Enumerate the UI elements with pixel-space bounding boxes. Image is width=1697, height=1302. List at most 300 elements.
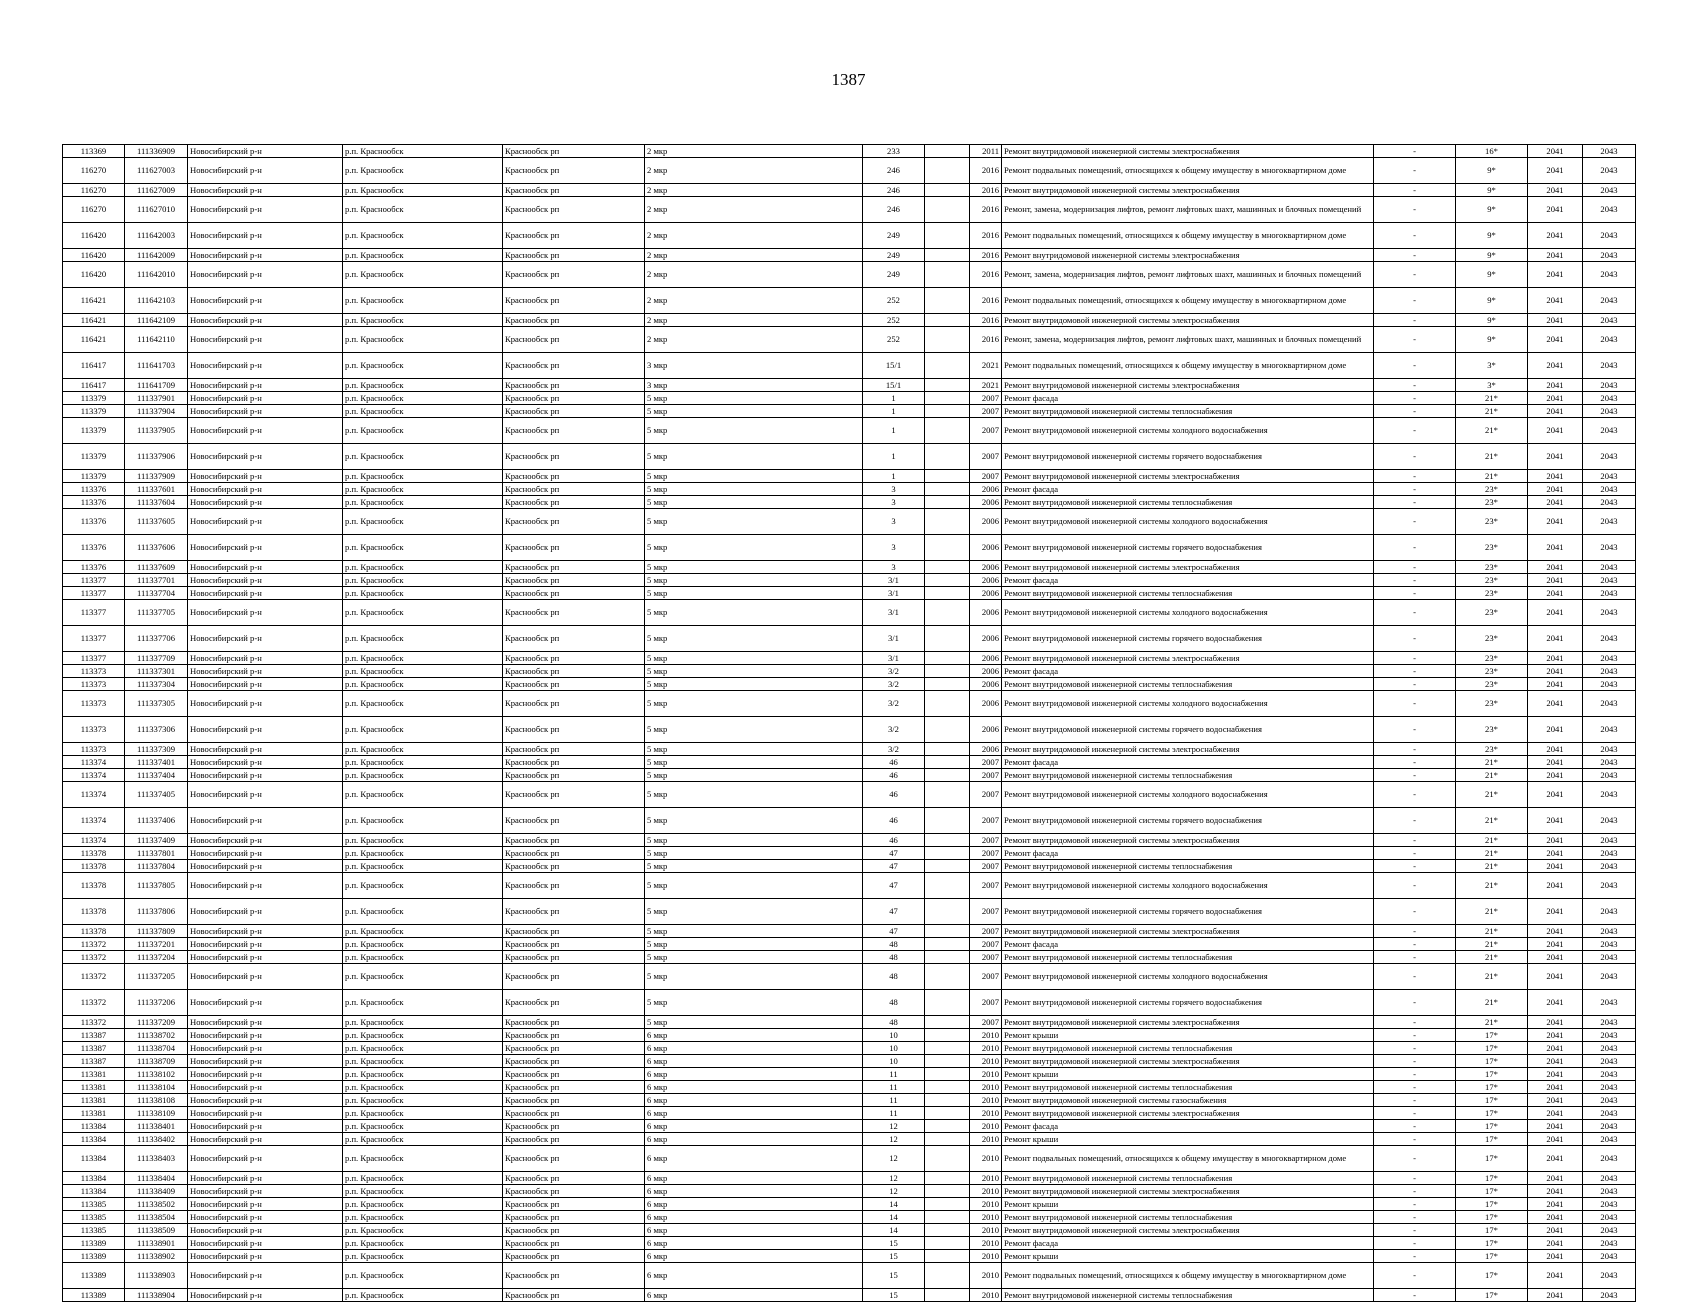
building-cell — [925, 405, 970, 418]
street-cell: 5 мкр — [645, 418, 863, 444]
settlement-cell: р.п. Краснообск — [343, 1016, 503, 1029]
wear-cell: 17* — [1456, 1068, 1528, 1081]
plan-start-cell: 2041 — [1528, 1042, 1583, 1055]
cost-cell: - — [1374, 600, 1456, 626]
plan-start-cell: 2041 — [1528, 951, 1583, 964]
work-type-cell: Ремонт подвальных помещений, относящихся к общему имуществу в многоквартирном доме — [1002, 353, 1374, 379]
wear-cell: 9* — [1456, 184, 1528, 197]
building-cell — [925, 717, 970, 743]
plan-start-cell: 2041 — [1528, 1146, 1583, 1172]
house-id-cell: 113381 — [63, 1068, 125, 1081]
locality-cell: Краснообск рп — [503, 1224, 645, 1237]
street-cell: 5 мкр — [645, 444, 863, 470]
house-number-cell: 46 — [863, 808, 925, 834]
house-id-cell: 113379 — [63, 405, 125, 418]
locality-cell: Краснообск рп — [503, 1211, 645, 1224]
district-cell: Новосибирский р-н — [188, 925, 343, 938]
table-row — [63, 1081, 1636, 1094]
work-code-cell: 111337401 — [125, 756, 188, 769]
wear-cell: 9* — [1456, 223, 1528, 249]
year-built-cell: 2006 — [970, 678, 1002, 691]
building-cell — [925, 847, 970, 860]
locality-cell: Краснообск рп — [503, 1081, 645, 1094]
street-cell: 6 мкр — [645, 1198, 863, 1211]
district-cell: Новосибирский р-н — [188, 1068, 343, 1081]
house-id-cell: 113374 — [63, 834, 125, 847]
settlement-cell: р.п. Краснообск — [343, 964, 503, 990]
cost-cell: - — [1374, 184, 1456, 197]
plan-start-cell: 2041 — [1528, 1133, 1583, 1146]
work-code-cell: 111337609 — [125, 561, 188, 574]
cost-cell: - — [1374, 678, 1456, 691]
plan-start-cell: 2041 — [1528, 392, 1583, 405]
cost-cell: - — [1374, 1081, 1456, 1094]
house-number-cell: 1 — [863, 392, 925, 405]
settlement-cell: р.п. Краснообск — [343, 574, 503, 587]
street-cell: 6 мкр — [645, 1263, 863, 1289]
table-row — [63, 691, 1636, 717]
plan-end-cell: 2043 — [1583, 145, 1636, 158]
work-code-cell: 111337605 — [125, 509, 188, 535]
district-cell: Новосибирский р-н — [188, 145, 343, 158]
plan-end-cell: 2043 — [1583, 860, 1636, 873]
district-cell: Новосибирский р-н — [188, 405, 343, 418]
district-cell: Новосибирский р-н — [188, 509, 343, 535]
plan-end-cell: 2043 — [1583, 587, 1636, 600]
plan-end-cell: 2043 — [1583, 899, 1636, 925]
locality-cell: Краснообск рп — [503, 899, 645, 925]
settlement-cell: р.п. Краснообск — [343, 353, 503, 379]
year-built-cell: 2010 — [970, 1120, 1002, 1133]
plan-end-cell: 2043 — [1583, 288, 1636, 314]
locality-cell: Краснообск рп — [503, 379, 645, 392]
house-id-cell: 116417 — [63, 379, 125, 392]
settlement-cell: р.п. Краснообск — [343, 1146, 503, 1172]
house-id-cell: 116421 — [63, 327, 125, 353]
cost-cell: - — [1374, 379, 1456, 392]
street-cell: 6 мкр — [645, 1289, 863, 1302]
year-built-cell: 2007 — [970, 756, 1002, 769]
wear-cell: 21* — [1456, 951, 1528, 964]
building-cell — [925, 1289, 970, 1302]
plan-end-cell: 2043 — [1583, 470, 1636, 483]
district-cell: Новосибирский р-н — [188, 938, 343, 951]
cost-cell: - — [1374, 470, 1456, 483]
locality-cell: Краснообск рп — [503, 769, 645, 782]
district-cell: Новосибирский р-н — [188, 1042, 343, 1055]
settlement-cell: р.п. Краснообск — [343, 665, 503, 678]
wear-cell: 23* — [1456, 652, 1528, 665]
building-cell — [925, 665, 970, 678]
district-cell: Новосибирский р-н — [188, 743, 343, 756]
plan-end-cell: 2043 — [1583, 717, 1636, 743]
wear-cell: 21* — [1456, 444, 1528, 470]
year-built-cell: 2006 — [970, 496, 1002, 509]
table-row — [63, 184, 1636, 197]
plan-start-cell: 2041 — [1528, 1172, 1583, 1185]
cost-cell: - — [1374, 899, 1456, 925]
district-cell: Новосибирский р-н — [188, 1289, 343, 1302]
house-number-cell: 3/1 — [863, 626, 925, 652]
locality-cell: Краснообск рп — [503, 652, 645, 665]
cost-cell: - — [1374, 847, 1456, 860]
building-cell — [925, 600, 970, 626]
table-row — [63, 1107, 1636, 1120]
table-row — [63, 483, 1636, 496]
district-cell: Новосибирский р-н — [188, 470, 343, 483]
year-built-cell: 2006 — [970, 665, 1002, 678]
work-code-cell: 111337705 — [125, 600, 188, 626]
locality-cell: Краснообск рп — [503, 587, 645, 600]
district-cell: Новосибирский р-н — [188, 717, 343, 743]
street-cell: 5 мкр — [645, 860, 863, 873]
table-row — [63, 873, 1636, 899]
plan-start-cell: 2041 — [1528, 600, 1583, 626]
house-number-cell: 233 — [863, 145, 925, 158]
cost-cell: - — [1374, 574, 1456, 587]
locality-cell: Краснообск рп — [503, 184, 645, 197]
wear-cell: 17* — [1456, 1042, 1528, 1055]
locality-cell: Краснообск рп — [503, 626, 645, 652]
house-id-cell: 113378 — [63, 899, 125, 925]
cost-cell: - — [1374, 1016, 1456, 1029]
plan-start-cell: 2041 — [1528, 1016, 1583, 1029]
year-built-cell: 2010 — [970, 1185, 1002, 1198]
plan-end-cell: 2043 — [1583, 249, 1636, 262]
district-cell: Новосибирский р-н — [188, 782, 343, 808]
street-cell: 5 мкр — [645, 496, 863, 509]
table-row — [63, 314, 1636, 327]
house-number-cell: 12 — [863, 1185, 925, 1198]
district-cell: Новосибирский р-н — [188, 262, 343, 288]
district-cell: Новосибирский р-н — [188, 223, 343, 249]
plan-start-cell: 2041 — [1528, 782, 1583, 808]
table-row — [63, 379, 1636, 392]
cost-cell: - — [1374, 353, 1456, 379]
house-id-cell: 113378 — [63, 860, 125, 873]
locality-cell: Краснообск рп — [503, 951, 645, 964]
locality-cell: Краснообск рп — [503, 1263, 645, 1289]
street-cell: 5 мкр — [645, 483, 863, 496]
work-code-cell: 111338504 — [125, 1211, 188, 1224]
locality-cell: Краснообск рп — [503, 678, 645, 691]
locality-cell: Краснообск рп — [503, 223, 645, 249]
building-cell — [925, 145, 970, 158]
work-type-cell: Ремонт внутридомовой инженерной системы электроснабжения — [1002, 925, 1374, 938]
street-cell: 6 мкр — [645, 1224, 863, 1237]
street-cell: 5 мкр — [645, 535, 863, 561]
cost-cell: - — [1374, 1185, 1456, 1198]
work-code-cell: 111641709 — [125, 379, 188, 392]
plan-end-cell: 2043 — [1583, 405, 1636, 418]
settlement-cell: р.п. Краснообск — [343, 834, 503, 847]
house-id-cell: 113389 — [63, 1289, 125, 1302]
year-built-cell: 2006 — [970, 587, 1002, 600]
house-number-cell: 12 — [863, 1120, 925, 1133]
house-id-cell: 113384 — [63, 1172, 125, 1185]
house-number-cell: 249 — [863, 262, 925, 288]
work-code-cell: 111337405 — [125, 782, 188, 808]
house-number-cell: 12 — [863, 1172, 925, 1185]
plan-end-cell: 2043 — [1583, 938, 1636, 951]
settlement-cell: р.п. Краснообск — [343, 1133, 503, 1146]
locality-cell: Краснообск рп — [503, 1185, 645, 1198]
district-cell: Новосибирский р-н — [188, 1146, 343, 1172]
table-row — [63, 1068, 1636, 1081]
work-code-cell: 111338901 — [125, 1237, 188, 1250]
wear-cell: 3* — [1456, 379, 1528, 392]
district-cell: Новосибирский р-н — [188, 769, 343, 782]
locality-cell: Краснообск рп — [503, 1107, 645, 1120]
plan-start-cell: 2041 — [1528, 808, 1583, 834]
settlement-cell: р.п. Краснообск — [343, 249, 503, 262]
building-cell — [925, 899, 970, 925]
year-built-cell: 2006 — [970, 600, 1002, 626]
work-code-cell: 111338104 — [125, 1081, 188, 1094]
locality-cell: Краснообск рп — [503, 782, 645, 808]
house-number-cell: 1 — [863, 418, 925, 444]
table-row — [63, 1250, 1636, 1263]
work-code-cell: 111337709 — [125, 652, 188, 665]
district-cell: Новосибирский р-н — [188, 1185, 343, 1198]
locality-cell: Краснообск рп — [503, 327, 645, 353]
street-cell: 6 мкр — [645, 1172, 863, 1185]
year-built-cell: 2006 — [970, 561, 1002, 574]
wear-cell: 23* — [1456, 509, 1528, 535]
plan-start-cell: 2041 — [1528, 444, 1583, 470]
settlement-cell: р.п. Краснообск — [343, 444, 503, 470]
work-type-cell: Ремонт внутридомовой инженерной системы электроснабжения — [1002, 145, 1374, 158]
cost-cell: - — [1374, 1237, 1456, 1250]
year-built-cell: 2010 — [970, 1198, 1002, 1211]
cost-cell: - — [1374, 262, 1456, 288]
year-built-cell: 2007 — [970, 899, 1002, 925]
cost-cell: - — [1374, 392, 1456, 405]
work-type-cell: Ремонт внутридомовой инженерной системы газоснабжения — [1002, 1094, 1374, 1107]
plan-end-cell: 2043 — [1583, 1211, 1636, 1224]
plan-start-cell: 2041 — [1528, 743, 1583, 756]
street-cell: 5 мкр — [645, 964, 863, 990]
building-cell — [925, 314, 970, 327]
settlement-cell: р.п. Краснообск — [343, 223, 503, 249]
building-cell — [925, 1094, 970, 1107]
year-built-cell: 2007 — [970, 925, 1002, 938]
year-built-cell: 2016 — [970, 223, 1002, 249]
settlement-cell: р.п. Краснообск — [343, 587, 503, 600]
cost-cell: - — [1374, 197, 1456, 223]
work-type-cell: Ремонт фасада — [1002, 847, 1374, 860]
street-cell: 5 мкр — [645, 938, 863, 951]
wear-cell: 21* — [1456, 925, 1528, 938]
table-row — [63, 535, 1636, 561]
cost-cell: - — [1374, 1250, 1456, 1263]
district-cell: Новосибирский р-н — [188, 678, 343, 691]
street-cell: 5 мкр — [645, 678, 863, 691]
street-cell: 5 мкр — [645, 782, 863, 808]
work-code-cell: 111338902 — [125, 1250, 188, 1263]
street-cell: 5 мкр — [645, 574, 863, 587]
work-type-cell: Ремонт внутридомовой инженерной системы теплоснабжения — [1002, 587, 1374, 600]
plan-end-cell: 2043 — [1583, 1081, 1636, 1094]
work-type-cell: Ремонт внутридомовой инженерной системы теплоснабжения — [1002, 1172, 1374, 1185]
table-row — [63, 405, 1636, 418]
year-built-cell: 2007 — [970, 418, 1002, 444]
locality-cell: Краснообск рп — [503, 1068, 645, 1081]
district-cell: Новосибирский р-н — [188, 353, 343, 379]
wear-cell: 21* — [1456, 873, 1528, 899]
table-row — [63, 223, 1636, 249]
settlement-cell: р.п. Краснообск — [343, 392, 503, 405]
plan-end-cell: 2043 — [1583, 418, 1636, 444]
work-type-cell: Ремонт внутридомовой инженерной системы теплоснабжения — [1002, 951, 1374, 964]
work-code-cell: 111627009 — [125, 184, 188, 197]
settlement-cell: р.п. Краснообск — [343, 678, 503, 691]
work-code-cell: 111642003 — [125, 223, 188, 249]
house-id-cell: 113377 — [63, 574, 125, 587]
house-number-cell: 48 — [863, 938, 925, 951]
district-cell: Новосибирский р-н — [188, 574, 343, 587]
district-cell: Новосибирский р-н — [188, 626, 343, 652]
building-cell — [925, 691, 970, 717]
plan-start-cell: 2041 — [1528, 678, 1583, 691]
plan-end-cell: 2043 — [1583, 1289, 1636, 1302]
settlement-cell: р.п. Краснообск — [343, 470, 503, 483]
wear-cell: 17* — [1456, 1224, 1528, 1237]
settlement-cell: р.п. Краснообск — [343, 314, 503, 327]
work-code-cell: 111337701 — [125, 574, 188, 587]
year-built-cell: 2010 — [970, 1107, 1002, 1120]
work-code-cell: 111337204 — [125, 951, 188, 964]
street-cell: 5 мкр — [645, 899, 863, 925]
building-cell — [925, 743, 970, 756]
district-cell: Новосибирский р-н — [188, 1107, 343, 1120]
table-row — [63, 808, 1636, 834]
house-number-cell: 11 — [863, 1068, 925, 1081]
locality-cell: Краснообск рп — [503, 405, 645, 418]
house-number-cell: 15/1 — [863, 379, 925, 392]
table-row — [63, 600, 1636, 626]
house-id-cell: 116420 — [63, 262, 125, 288]
street-cell: 6 мкр — [645, 1250, 863, 1263]
street-cell: 5 мкр — [645, 600, 863, 626]
cost-cell: - — [1374, 288, 1456, 314]
street-cell: 5 мкр — [645, 951, 863, 964]
work-type-cell: Ремонт внутридомовой инженерной системы теплоснабжения — [1002, 678, 1374, 691]
year-built-cell: 2010 — [970, 1172, 1002, 1185]
work-type-cell: Ремонт, замена, модернизация лифтов, ремонт лифтовых шахт, машинных и блочных помещений — [1002, 262, 1374, 288]
district-cell: Новосибирский р-н — [188, 587, 343, 600]
plan-end-cell: 2043 — [1583, 1029, 1636, 1042]
plan-start-cell: 2041 — [1528, 665, 1583, 678]
plan-end-cell: 2043 — [1583, 379, 1636, 392]
settlement-cell: р.п. Краснообск — [343, 184, 503, 197]
work-type-cell: Ремонт внутридомовой инженерной системы теплоснабжения — [1002, 860, 1374, 873]
wear-cell: 23* — [1456, 626, 1528, 652]
locality-cell: Краснообск рп — [503, 1250, 645, 1263]
work-type-cell: Ремонт внутридомовой инженерной системы электроснабжения — [1002, 743, 1374, 756]
house-id-cell: 113374 — [63, 756, 125, 769]
plan-start-cell: 2041 — [1528, 1185, 1583, 1198]
table-row — [63, 1094, 1636, 1107]
work-type-cell: Ремонт внутридомовой инженерной системы холодного водоснабжения — [1002, 600, 1374, 626]
wear-cell: 17* — [1456, 1250, 1528, 1263]
building-cell — [925, 444, 970, 470]
plan-start-cell: 2041 — [1528, 1237, 1583, 1250]
locality-cell: Краснообск рп — [503, 1198, 645, 1211]
house-number-cell: 48 — [863, 1016, 925, 1029]
house-number-cell: 3 — [863, 483, 925, 496]
work-code-cell: 111338704 — [125, 1042, 188, 1055]
wear-cell: 9* — [1456, 158, 1528, 184]
street-cell: 6 мкр — [645, 1120, 863, 1133]
table-row — [63, 1016, 1636, 1029]
work-type-cell: Ремонт крыши — [1002, 1068, 1374, 1081]
table-row — [63, 1172, 1636, 1185]
work-code-cell: 111337409 — [125, 834, 188, 847]
wear-cell: 21* — [1456, 808, 1528, 834]
work-code-cell: 111337201 — [125, 938, 188, 951]
work-code-cell: 111337309 — [125, 743, 188, 756]
cost-cell: - — [1374, 1224, 1456, 1237]
locality-cell: Краснообск рп — [503, 197, 645, 223]
year-built-cell: 2007 — [970, 990, 1002, 1016]
work-type-cell: Ремонт внутридомовой инженерной системы электроснабжения — [1002, 1016, 1374, 1029]
house-id-cell: 113381 — [63, 1107, 125, 1120]
table-row — [63, 1224, 1636, 1237]
wear-cell: 23* — [1456, 483, 1528, 496]
plan-start-cell: 2041 — [1528, 1198, 1583, 1211]
settlement-cell: р.п. Краснообск — [343, 873, 503, 899]
table-row — [63, 678, 1636, 691]
house-id-cell: 113379 — [63, 470, 125, 483]
plan-start-cell: 2041 — [1528, 964, 1583, 990]
table-row — [63, 262, 1636, 288]
district-cell: Новосибирский р-н — [188, 691, 343, 717]
plan-end-cell: 2043 — [1583, 483, 1636, 496]
wear-cell: 17* — [1456, 1146, 1528, 1172]
house-id-cell: 113376 — [63, 561, 125, 574]
house-number-cell: 3/1 — [863, 574, 925, 587]
district-cell: Новосибирский р-н — [188, 535, 343, 561]
year-built-cell: 2007 — [970, 769, 1002, 782]
plan-start-cell: 2041 — [1528, 1029, 1583, 1042]
building-cell — [925, 1042, 970, 1055]
cost-cell: - — [1374, 405, 1456, 418]
wear-cell: 21* — [1456, 990, 1528, 1016]
year-built-cell: 2016 — [970, 262, 1002, 288]
work-type-cell: Ремонт фасада — [1002, 756, 1374, 769]
street-cell: 5 мкр — [645, 847, 863, 860]
work-type-cell: Ремонт внутридомовой инженерной системы теплоснабжения — [1002, 405, 1374, 418]
work-code-cell: 111338509 — [125, 1224, 188, 1237]
work-type-cell: Ремонт, замена, модернизация лифтов, ремонт лифтовых шахт, машинных и блочных помещений — [1002, 197, 1374, 223]
house-id-cell: 113369 — [63, 145, 125, 158]
settlement-cell: р.п. Краснообск — [343, 405, 503, 418]
wear-cell: 17* — [1456, 1289, 1528, 1302]
building-cell — [925, 1081, 970, 1094]
plan-end-cell: 2043 — [1583, 834, 1636, 847]
plan-start-cell: 2041 — [1528, 834, 1583, 847]
plan-start-cell: 2041 — [1528, 691, 1583, 717]
work-code-cell: 111337205 — [125, 964, 188, 990]
district-cell: Новосибирский р-н — [188, 1120, 343, 1133]
building-cell — [925, 353, 970, 379]
house-id-cell: 113378 — [63, 925, 125, 938]
district-cell: Новосибирский р-н — [188, 756, 343, 769]
work-type-cell: Ремонт внутридомовой инженерной системы горячего водоснабжения — [1002, 444, 1374, 470]
table-row — [63, 353, 1636, 379]
locality-cell: Краснообск рп — [503, 561, 645, 574]
